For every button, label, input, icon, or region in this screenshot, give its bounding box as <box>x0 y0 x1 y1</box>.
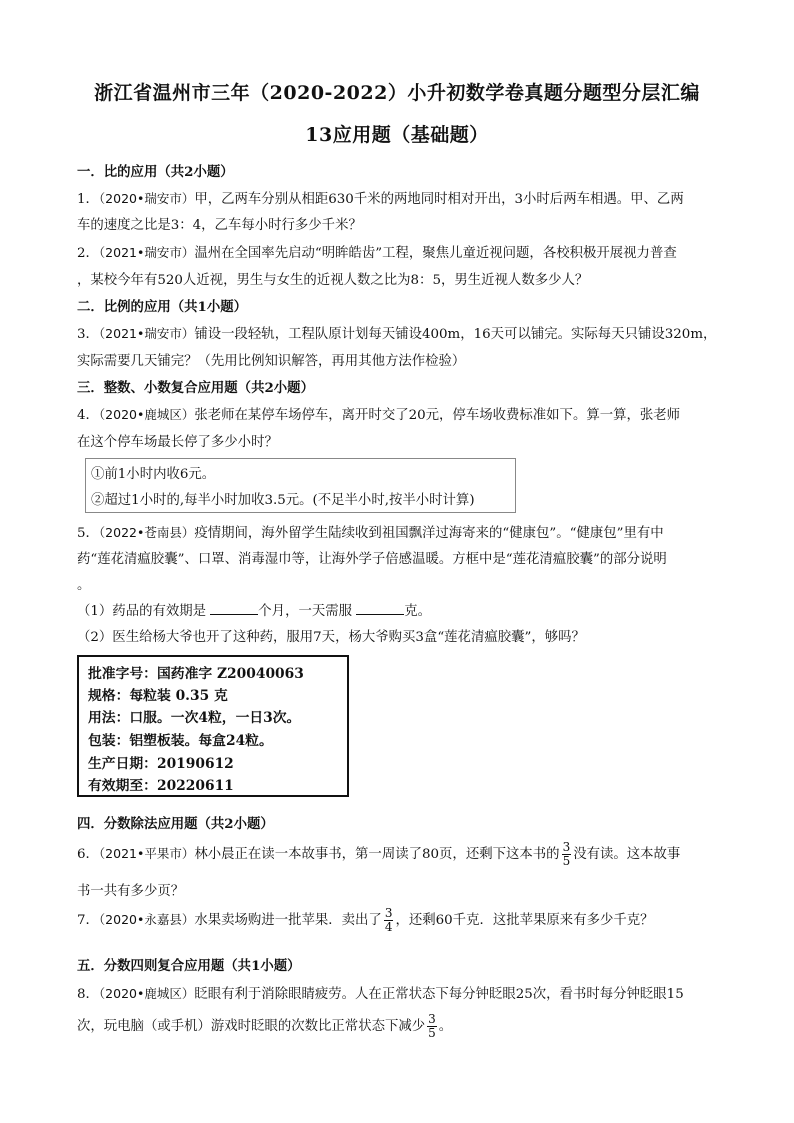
answer-blank[interactable] <box>210 602 258 615</box>
question-5-sub-1 <box>77 600 431 619</box>
question-4-line-2: 在这个停车场最长停了多少小时？ <box>77 435 278 450</box>
question-5-line-3: 。 <box>77 578 91 593</box>
question-number: 6． <box>77 847 99 862</box>
question-5-line-1 <box>77 522 664 541</box>
question-text: 次，玩电脑（或手机）游戏时眨眼的次数比正常状态下减少 <box>77 1019 426 1034</box>
section-heading-4: 四．分数除法应用题（共2小题） <box>77 816 274 832</box>
question-text: 疫情期间，海外留学生陆续收到祖国飘洋过海寄来的“健康包”。“健康包”里有中 <box>194 526 664 541</box>
question-text: 林小晨正在读一本故事书，第一周读了80页，还剩下这本书的 <box>194 847 560 862</box>
fraction-numerator: 3 <box>562 840 571 854</box>
question-source: （2020•鹿城区） <box>98 986 195 1001</box>
section-heading-5: 五．分数四则复合应用题（共1小题） <box>77 958 301 974</box>
sub-question-text: （1）药品的有效期是 <box>77 604 211 619</box>
question-2-line-2: ，某校今年有520人近视，男生与女生的近视人数之比为8：5，男生近视人数多少人？ <box>77 273 589 288</box>
fee-rule-2: ②超过1小时的,每半小时加收3.5元。(不足半小时,按半小时计算) <box>91 493 475 508</box>
question-number: 4． <box>77 408 99 423</box>
label-line-approval: 批准字号：国药准字 Z20040063 <box>88 666 304 682</box>
sub-question-text: 个月，一天需服 <box>258 604 357 619</box>
fraction-numerator: 3 <box>428 1012 436 1026</box>
fraction <box>384 907 394 934</box>
label-line-expiry-date: 有效期至：20220611 <box>88 778 234 794</box>
fee-rule-1: ①前1小时内收6元。 <box>91 467 216 482</box>
section-heading-3: 三．整数、小数复合应用题（共2小题） <box>77 380 314 396</box>
question-3-line-1 <box>77 323 716 342</box>
answer-blank[interactable] <box>356 602 404 615</box>
fraction-denominator: 4 <box>384 920 393 934</box>
section-heading-1: 一．比的应用（共2小题） <box>77 164 234 180</box>
question-source: （2021•瑞安市） <box>98 245 195 260</box>
fraction <box>562 841 572 868</box>
question-source: （2020•鹿城区） <box>98 407 195 422</box>
question-text: 张老师在某停车场停车，离开时交了20元，停车场收费标准如下。算一算，张老师 <box>194 408 681 423</box>
question-text: 没有读。这本故事 <box>573 847 681 862</box>
question-7-line-1 <box>77 907 654 934</box>
parking-fee-box <box>85 458 516 513</box>
question-source: （2022•苍南县） <box>98 525 195 540</box>
question-8-line-2 <box>77 1013 452 1040</box>
question-source: （2021•平果市） <box>98 846 195 861</box>
question-text: 甲，乙两车分别从相距630千米的两地同时相对开出，3小时后两车相遇。甲、乙两 <box>194 192 684 207</box>
question-1-line-2: 车的速度之比是3：4，乙车每小时行多少千米？ <box>77 218 362 233</box>
question-text: 温州在全国率先启动“明眸皓齿”工程，聚焦儿童近视问题，各校积极开展视力普查 <box>194 246 677 261</box>
question-number: 1． <box>77 192 99 207</box>
label-line-production-date: 生产日期：20190612 <box>88 756 234 772</box>
question-1-line-1 <box>77 188 684 207</box>
question-number: 2． <box>77 246 99 261</box>
question-5-line-2: 药“莲花清瘟胶囊”、口罩、消毒湿巾等，让海外学子倍感温暖。方框中是“莲花清瘟胶囊”的部分说明 <box>77 552 667 567</box>
fraction-denominator: 5 <box>428 1026 436 1040</box>
question-number: 3． <box>77 327 99 342</box>
question-3-line-2: 实际需要几天铺完？（先用比例知识解答，再用其他方法作检验） <box>77 354 466 369</box>
question-text: 。 <box>438 1019 453 1034</box>
question-4-line-1 <box>77 404 680 423</box>
question-number: 8． <box>77 987 99 1002</box>
question-source: （2021•瑞安市） <box>98 326 195 341</box>
fraction <box>427 1013 437 1040</box>
label-line-usage: 用法：口服。一次4粒，一日3次。 <box>88 710 301 726</box>
question-number: 7． <box>77 913 99 928</box>
document-subtitle: 13应用题（基础题） <box>305 124 489 146</box>
label-line-spec: 规格：每粒装 0.35 克 <box>88 688 228 704</box>
question-text: ，还剩60千克．这批苹果原来有多少千克？ <box>395 913 654 928</box>
question-text: 水果卖场购进一批苹果．卖出了 <box>194 913 382 928</box>
fraction-denominator: 5 <box>562 854 571 868</box>
document-title: 浙江省温州市三年（2020-2022）小升初数学卷真题分题型分层汇编 <box>94 82 700 104</box>
sub-question-text: 克。 <box>404 604 432 619</box>
question-source: （2020•永嘉县） <box>98 912 195 927</box>
question-6-line-1 <box>77 841 680 868</box>
question-text: 铺设一段轻轨，工程队原计划每天铺设400m，16天可以铺完。实际每天只铺设320m， <box>194 327 717 342</box>
question-number: 5． <box>77 526 99 541</box>
question-6-line-2: 书一共有多少页？ <box>77 884 185 899</box>
section-heading-2: 二．比例的应用（共1小题） <box>77 299 248 315</box>
question-2-line-1 <box>77 242 677 261</box>
question-8-line-1 <box>77 983 684 1002</box>
label-line-package: 包装：铝塑板装。每盒24粒。 <box>88 733 273 749</box>
question-source: （2020•瑞安市） <box>98 191 195 206</box>
fraction-numerator: 3 <box>384 906 393 920</box>
question-text: 眨眼有利于消除眼睛疲劳。人在正常状态下每分钟眨眼25次，看书时每分钟眨眼15 <box>194 987 684 1002</box>
medicine-label-box <box>77 655 349 797</box>
question-5-sub-2: （2）医生给杨大爷也开了这种药，服用7天，杨大爷购买3盒“莲花清瘟胶囊”，够吗？ <box>77 630 585 645</box>
